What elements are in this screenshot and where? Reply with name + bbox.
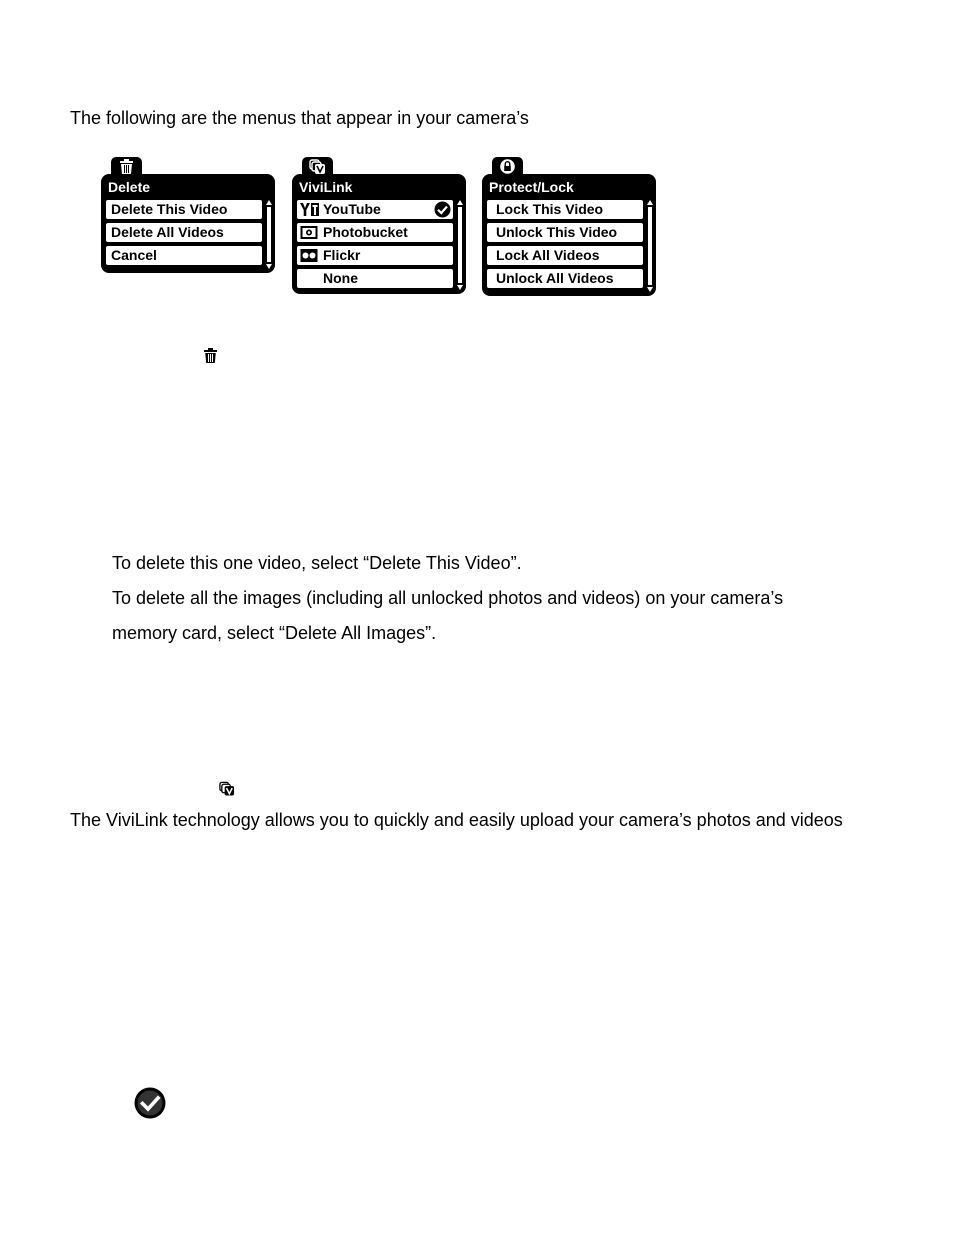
lock-all-videos-item[interactable]: Lock All Videos — [486, 245, 644, 266]
vivilink-icon — [309, 159, 326, 174]
vivilink-menu-panel — [292, 174, 466, 294]
intro-text: The following are the menus that appear in your camera’s — [70, 108, 529, 128]
protect-lock-menu — [482, 157, 656, 296]
cancel-item[interactable]: Cancel — [105, 245, 263, 266]
delete-all-text-line2: memory card, select “Delete All Images”. — [112, 623, 437, 643]
flickr-icon — [300, 248, 318, 263]
lock-this-video-item[interactable]: Lock This Video — [486, 199, 644, 220]
scroll-down-arrow-icon — [647, 287, 653, 292]
delete-menu-scrollbar[interactable] — [266, 200, 272, 269]
trash-icon — [118, 159, 135, 174]
selected-check-icon — [434, 201, 451, 218]
delete-this-video-item[interactable]: Delete This Video — [105, 199, 263, 220]
delete-all-videos-item[interactable]: Delete All Videos — [105, 222, 263, 243]
photobucket-icon — [300, 225, 318, 240]
photobucket-label: Photobucket — [323, 224, 408, 240]
protect-lock-menu-title: Protect/Lock — [489, 179, 574, 195]
scroll-up-arrow-icon — [266, 200, 272, 205]
unlock-this-video-item[interactable]: Unlock This Video — [486, 222, 644, 243]
flickr-label: Flickr — [323, 247, 361, 263]
vivilink-menu-scrollbar[interactable] — [457, 200, 463, 290]
scroll-up-arrow-icon — [647, 200, 653, 205]
vivilink-menu — [292, 157, 466, 294]
flickr-item[interactable] — [296, 245, 454, 266]
youtube-item[interactable] — [296, 199, 454, 220]
none-label: None — [323, 270, 358, 286]
delete-menu — [101, 157, 275, 273]
youtube-label: YouTube — [323, 201, 381, 217]
vivilink-icon — [219, 781, 235, 796]
unlock-all-videos-item[interactable]: Unlock All Videos — [486, 268, 644, 289]
none-item[interactable] — [296, 268, 454, 289]
scroll-down-arrow-icon — [266, 264, 272, 269]
vivilink-intro-text: The ViviLink technology allows you to quickly and easily upload your camera’s photos and videos — [70, 810, 843, 830]
protect-lock-menu-panel — [482, 174, 656, 296]
delete-menu-title: Delete — [108, 179, 151, 195]
scroll-down-arrow-icon — [457, 285, 463, 290]
check-circle-icon — [134, 1087, 166, 1119]
scroll-up-arrow-icon — [457, 200, 463, 205]
delete-one-text: To delete this one video, select “Delete This Video”. — [112, 553, 522, 573]
delete-all-text-line1: To delete all the images (including all unlocked photos and videos) on your camera’s — [112, 588, 784, 608]
youtube-icon — [300, 202, 319, 217]
protect-lock-menu-scrollbar[interactable] — [647, 200, 653, 292]
lock-icon — [499, 159, 516, 174]
delete-menu-panel — [101, 174, 275, 273]
photobucket-item[interactable] — [296, 222, 454, 243]
vivilink-menu-title: ViviLink — [299, 179, 353, 195]
trash-icon — [204, 348, 217, 363]
